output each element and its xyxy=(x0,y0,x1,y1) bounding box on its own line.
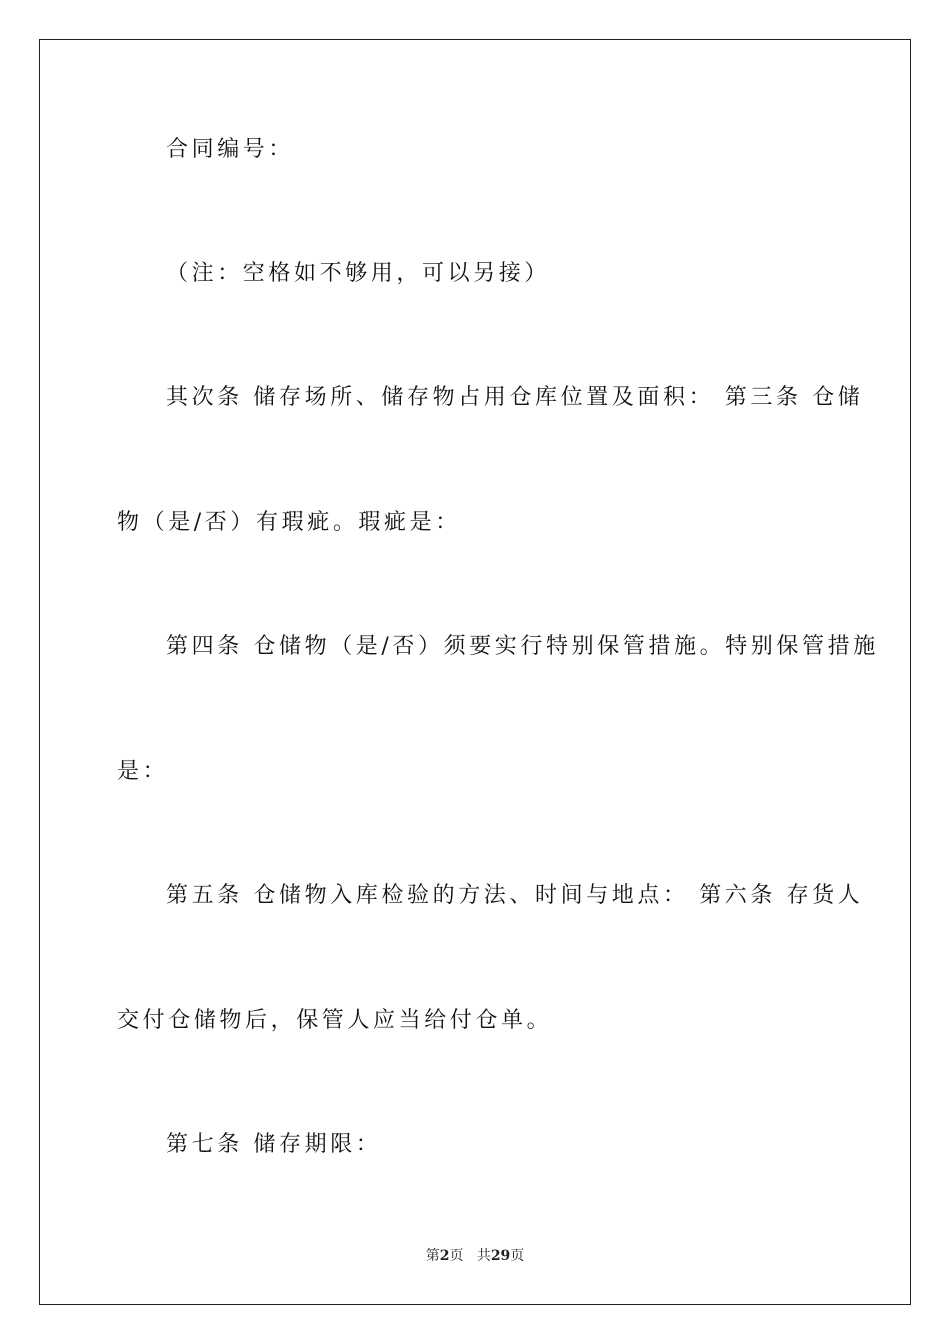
clause-7-line: 第七条 储存期限： xyxy=(166,1132,382,1157)
footer-total-pages: 29 xyxy=(490,1248,511,1264)
footer-total-prefix: 共 xyxy=(476,1248,491,1264)
note-line: （注：空格如不够用，可以另接） xyxy=(166,261,551,286)
clause-4-line-2: 是： xyxy=(117,759,169,784)
clause-3-line-2: 物（是/否）有瑕疵。瑕疵是： xyxy=(117,510,461,535)
footer-total-suffix: 页 xyxy=(510,1248,525,1264)
clause-6-line-2: 交付仓储物后，保管人应当给付仓单。 xyxy=(117,1008,553,1033)
clause-2-line-1: 其次条 储存场所、储存物占用仓库位置及面积： 第三条 仓储 xyxy=(166,385,864,410)
clause-5-line-1: 第五条 仓储物入库检验的方法、时间与地点： 第六条 存货人 xyxy=(166,883,864,908)
page-footer xyxy=(0,1246,950,1266)
page-border xyxy=(39,39,911,1305)
clause-4-line-1: 第四条 仓储物（是/否）须要实行特别保管措施。特别保管措施 xyxy=(166,634,879,659)
contract-number-label: 合同编号： xyxy=(166,137,295,162)
footer-page-prefix: 第 xyxy=(425,1248,440,1264)
footer-page-suffix: 页 xyxy=(449,1248,464,1264)
footer-page-number: 2 xyxy=(439,1248,450,1264)
